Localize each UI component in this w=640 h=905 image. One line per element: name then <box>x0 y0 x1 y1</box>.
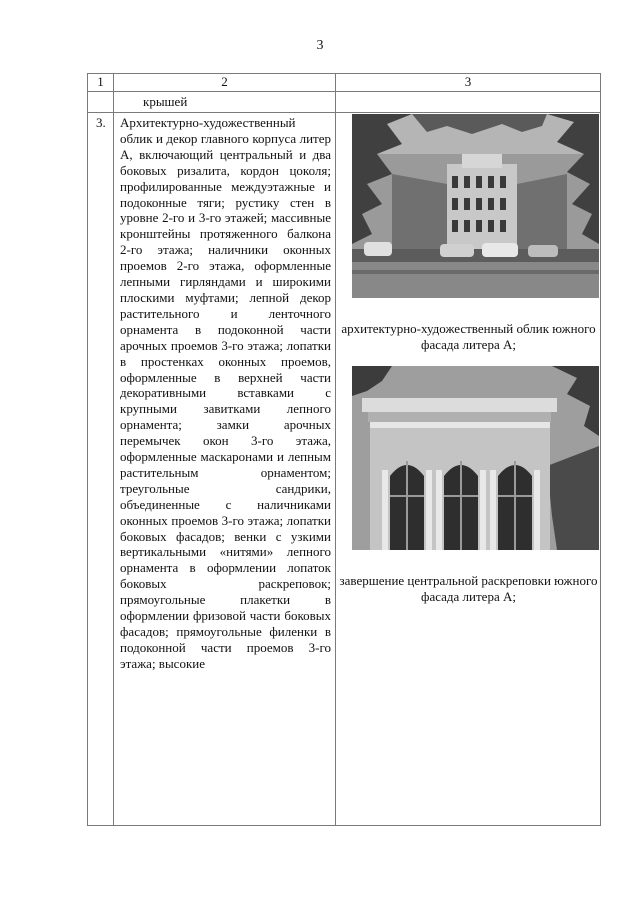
building-street-photo-svg <box>352 114 599 298</box>
header-col-3: 3 <box>336 74 601 92</box>
table-row <box>88 92 601 113</box>
facade-arched-windows-photo <box>352 366 599 550</box>
description-text: крышей <box>143 94 188 109</box>
table-header-row <box>88 74 601 92</box>
description-cell <box>114 92 336 113</box>
building-street-photo <box>352 114 599 298</box>
image-caption: завершение центральной раскреповки южного фасада литера А; <box>339 573 598 604</box>
monument-table <box>87 73 601 826</box>
header-col-2: 2 <box>114 74 336 92</box>
row-number-cell <box>88 92 114 113</box>
row-number: 3. <box>96 115 106 130</box>
row-number-cell <box>88 113 114 826</box>
table-row <box>88 113 601 826</box>
description-text: Архитектурно-художественный облик и декор главного корпуса литер А, включающий центральный и два боковых ризалита, кордон цоколя; профилированные междуэтажные и подоконные тяги; рустику стен в уровне 2-го и 3-го этажей; массивные кронштейны протяженного балкона 2-го этажа; наличники оконных проемов 2-го этажа, оформленные лепными гирляндами и широкими плоскими муфтами; лепной декор растительного и ленточного орнамента в подоконной части арочных проемов 3-го этажа; лопатки в простенках оконных проемов, оформленные в верхней части декоративными вставками с крупными завитками лепного орнамента; замки арочных перемычек окон 3-го этажа, оформленные маскаронами и лепным растительным орнаментом; треугольные сандрики, объединенные с наличниками оконных проемов 3-го этажа; лопатки боковых фасадов; венки с узкими вертикальными «нитями» лепного орнамента в оформлении лопаток боковых раскреповок; прямоугольные плакетки в оформлении фризовой части боковых фасадов; прямоугольные филенки в подоконной части проемов 3-го этажа; высокие <box>120 115 331 671</box>
image-caption: архитектурно-художественный облик южного фасада литера А; <box>341 321 596 352</box>
facade-arched-windows-photo-svg <box>352 366 599 550</box>
page-number: 3 <box>316 38 324 53</box>
image-cell <box>336 92 601 113</box>
description-cell <box>114 113 336 826</box>
header-col-1: 1 <box>88 74 114 92</box>
image-cell <box>336 113 601 826</box>
